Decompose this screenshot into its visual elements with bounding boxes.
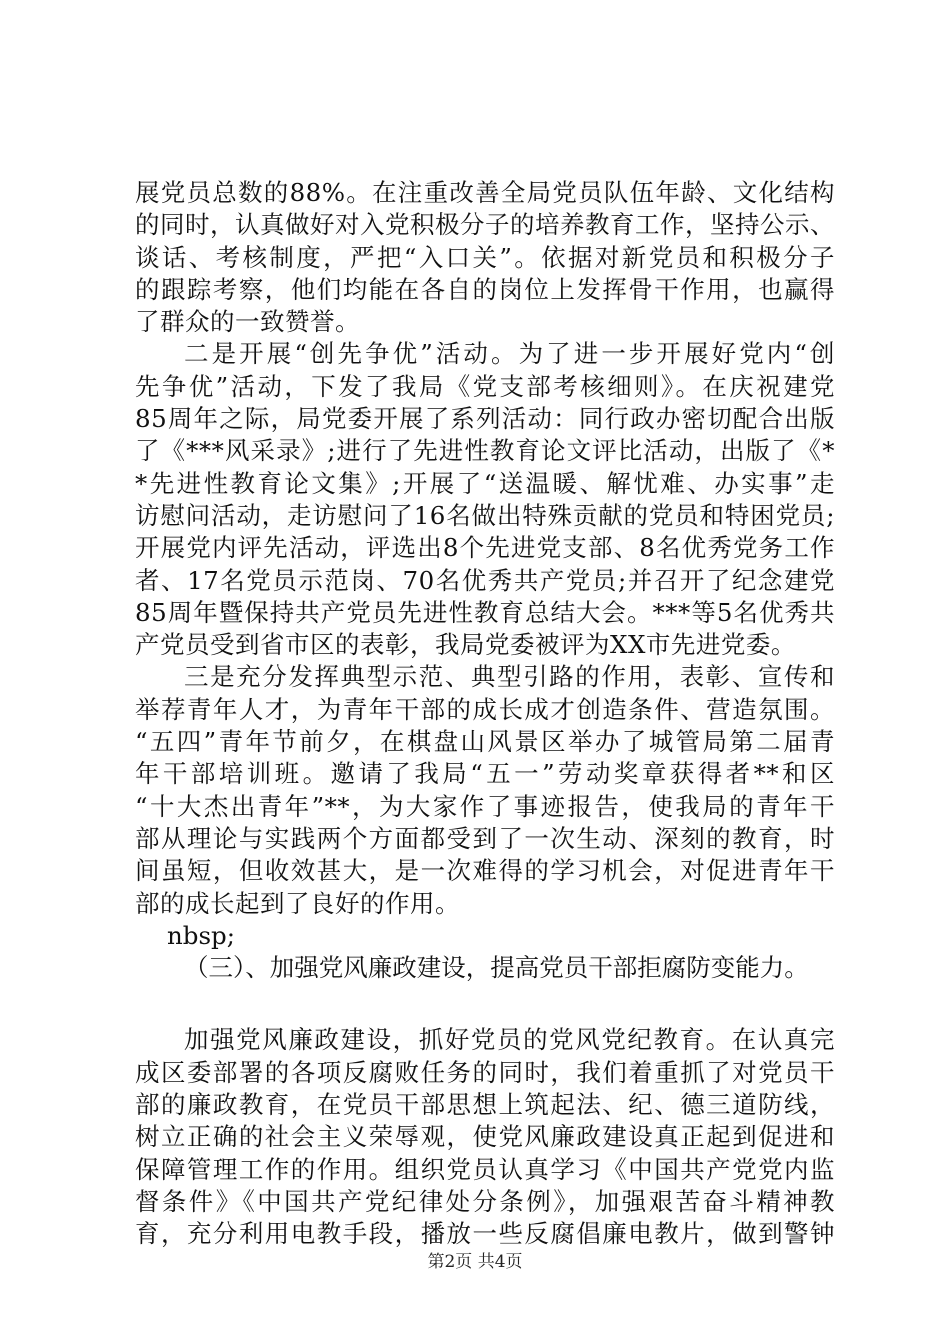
stray-text-fragment: nbsp;	[167, 920, 235, 950]
text-line: 谈话、考核制度，严把“入口关”。依据对新党员和积极分子	[135, 242, 835, 272]
text-line: 二是开展“创先争优”活动。为了进一步开展好党内“创	[184, 339, 835, 369]
text-line: 举荐青年人才，为青年干部的成长成才创造条件、营造氛围。	[135, 694, 835, 724]
text-line: 的同时，认真做好对入党积极分子的培养教育工作，坚持公示、	[135, 210, 835, 240]
document-body	[135, 177, 835, 1251]
text-line: 部的成长起到了良好的作用。	[135, 888, 460, 918]
text-line: “五四”青年节前夕，在棋盘山风景区举办了城管局第二届青	[135, 727, 835, 757]
section-heading: （三）、加强党风廉政建设，提高党员干部拒腐防变能力。	[184, 953, 809, 983]
text-line: 育，充分利用电教手段，播放一些反腐倡廉电教片，做到警钟	[135, 1219, 835, 1249]
text-line: 先争优”活动，下发了我局《党支部考核细则》。在庆祝建党	[135, 371, 835, 401]
text-line: 加强党风廉政建设，抓好党员的党风党纪教育。在认真完	[184, 1025, 835, 1055]
text-line: “十大杰出青年”**，为大家作了事迹报告，使我局的青年干	[135, 791, 835, 821]
paragraph-1	[135, 177, 835, 338]
text-line: 部的廉政教育，在党员干部思想上筑起法、纪、德三道防线，	[135, 1090, 835, 1120]
text-line: 保障管理工作的作用。组织党员认真学习《中国共产党党内监	[135, 1154, 835, 1184]
text-line: 了《***风采录》;进行了先进性教育论文评比活动，出版了《*	[135, 436, 835, 466]
text-line: 三是充分发挥典型示范、典型引路的作用，表彰、宣传和	[184, 662, 835, 692]
text-line: 年干部培训班。邀请了我局“五一”劳动奖章获得者**和区	[135, 759, 835, 789]
paragraph-3	[135, 661, 835, 919]
text-line: 成区委部署的各项反腐败任务的同时，我们着重抓了对党员干	[135, 1057, 835, 1087]
text-line: 85周年之际，局党委开展了系列活动：同行政办密切配合出版	[135, 404, 835, 434]
paragraph-2	[135, 338, 835, 661]
text-line: 的跟踪考察，他们均能在各自的岗位上发挥骨干作用，也赢得	[135, 274, 835, 304]
section-gap	[135, 984, 835, 1024]
text-line: 开展党内评先活动，评选出8个先进党支部、8名优秀党务工作	[135, 533, 835, 563]
text-line: 督条件》《中国共产党纪律处分条例》，加强艰苦奋斗精神教	[135, 1186, 835, 1216]
page-number-footer: 第2页 共4页	[427, 1252, 523, 1272]
text-line: 访慰问活动，走访慰问了16名做出特殊贡献的党员和特困党员;	[135, 500, 835, 530]
text-line: 展党员总数的88%。在注重改善全局党员队伍年龄、文化结构	[135, 178, 835, 207]
text-line: 间虽短，但收效甚大，是一次难得的学习机会，对促进青年干	[135, 856, 835, 886]
text-line: *先进性教育论文集》;开展了“送温暖、解忧难、办实事”走	[135, 468, 835, 498]
text-line: 85周年暨保持共产党员先进性教育总结大会。***等5名优秀共	[135, 597, 835, 627]
text-line: 者、17名党员示范岗、70名优秀共产党员;并召开了纪念建党	[135, 565, 835, 595]
text-line: 了群众的一致赞誉。	[135, 307, 360, 337]
text-line: 树立正确的社会主义荣辱观，使党风廉政建设真正起到促进和	[135, 1122, 835, 1152]
text-line: 部从理论与实践两个方面都受到了一次生动、深刻的教育，时	[135, 823, 835, 853]
paragraph-4	[135, 1024, 835, 1250]
text-line: 产党员受到省市区的表彰，我局党委被评为XX市先进党委。	[135, 630, 796, 660]
